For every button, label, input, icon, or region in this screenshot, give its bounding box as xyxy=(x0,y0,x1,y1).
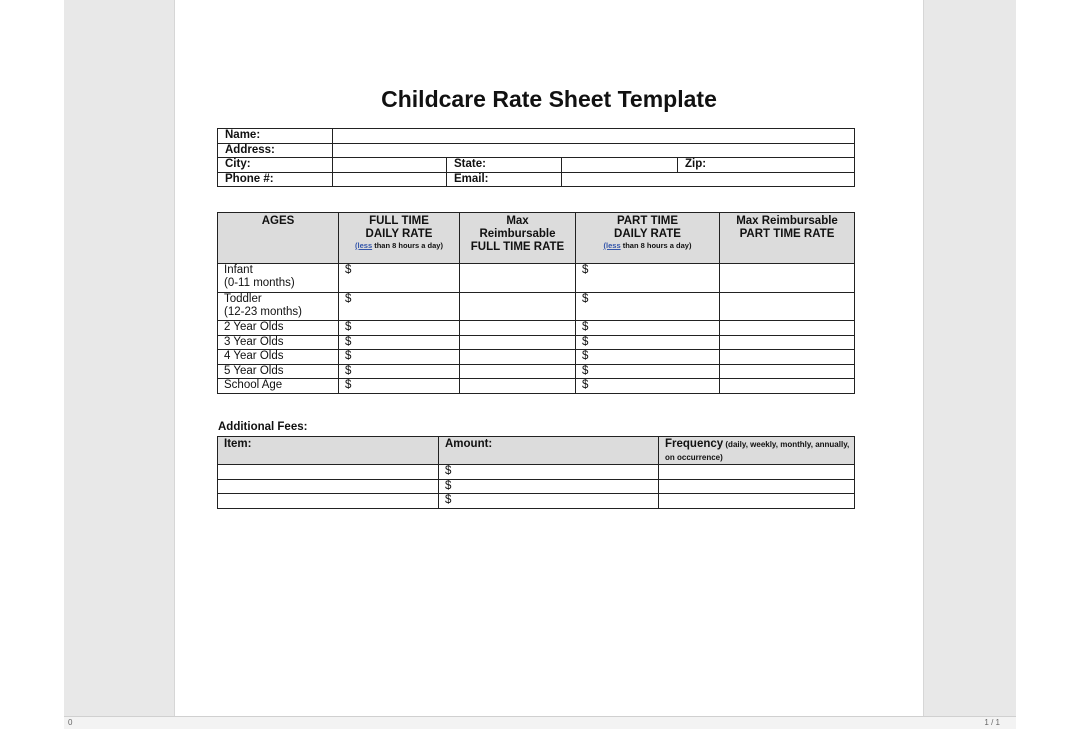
additional-fees-table xyxy=(217,436,855,509)
additional-fees-label: Additional Fees: xyxy=(218,421,308,433)
full-time-rate-cell[interactable]: $ xyxy=(339,321,460,336)
age-cell: Infant (0-11 months) xyxy=(218,264,339,293)
state-field[interactable] xyxy=(562,158,678,173)
age-cell: 3 Year Olds xyxy=(218,335,339,350)
rate-row-school-age xyxy=(218,379,855,394)
city-field[interactable] xyxy=(333,158,447,173)
phone-label: Phone #: xyxy=(218,172,333,187)
part-time-rate-cell[interactable]: $ xyxy=(576,379,720,394)
item-cell[interactable] xyxy=(218,479,439,494)
rate-row-3-year-olds xyxy=(218,335,855,350)
max-part-time-cell[interactable] xyxy=(720,364,855,379)
address-label: Address: xyxy=(218,143,333,158)
page-title: Childcare Rate Sheet Template xyxy=(381,86,717,112)
amount-cell[interactable]: $ xyxy=(439,494,659,509)
zip-label: Zip: xyxy=(678,158,855,173)
max-full-time-cell[interactable] xyxy=(460,335,576,350)
full-time-rate-cell[interactable]: $ xyxy=(339,292,460,321)
item-cell[interactable] xyxy=(218,465,439,480)
full-time-rate-header: FULL TIME DAILY RATE (less than 8 hours a day) xyxy=(339,213,460,264)
max-full-time-rate-header: Max Reimbursable FULL TIME RATE xyxy=(460,213,576,264)
max-part-time-cell[interactable] xyxy=(720,379,855,394)
address-field[interactable] xyxy=(333,143,855,158)
max-full-time-cell[interactable] xyxy=(460,264,576,293)
frequency-cell[interactable] xyxy=(659,465,855,480)
ages-header: AGES xyxy=(218,213,339,264)
phone-field[interactable] xyxy=(333,172,447,187)
max-part-time-cell[interactable] xyxy=(720,292,855,321)
contact-info-table xyxy=(217,128,855,187)
frequency-cell[interactable] xyxy=(659,479,855,494)
frequency-cell[interactable] xyxy=(659,494,855,509)
item-cell[interactable] xyxy=(218,494,439,509)
amount-cell[interactable]: $ xyxy=(439,479,659,494)
amount-cell[interactable]: $ xyxy=(439,465,659,480)
full-time-rate-cell[interactable]: $ xyxy=(339,264,460,293)
fee-row xyxy=(218,465,855,480)
max-full-time-cell[interactable] xyxy=(460,292,576,321)
full-time-rate-cell[interactable]: $ xyxy=(339,350,460,365)
rate-row-5-year-olds xyxy=(218,364,855,379)
item-header: Item: xyxy=(218,437,439,465)
rates-table xyxy=(217,212,855,394)
age-cell: Toddler (12-23 months) xyxy=(218,292,339,321)
part-time-rate-cell[interactable]: $ xyxy=(576,321,720,336)
max-full-time-cell[interactable] xyxy=(460,379,576,394)
part-time-rate-cell[interactable]: $ xyxy=(576,292,720,321)
max-part-time-rate-header: Max Reimbursable PART TIME RATE xyxy=(720,213,855,264)
age-cell: 2 Year Olds xyxy=(218,321,339,336)
name-label: Name: xyxy=(218,129,333,144)
fee-row xyxy=(218,494,855,509)
max-full-time-cell[interactable] xyxy=(460,364,576,379)
max-full-time-cell[interactable] xyxy=(460,350,576,365)
max-full-time-cell[interactable] xyxy=(460,321,576,336)
age-cell: 4 Year Olds xyxy=(218,350,339,365)
full-time-rate-cell[interactable]: $ xyxy=(339,335,460,350)
rate-row-infant xyxy=(218,264,855,293)
contact-row-city xyxy=(218,158,855,173)
status-left-text: 0 xyxy=(68,718,73,727)
contact-row-address xyxy=(218,143,855,158)
part-time-rate-header: PART TIME DAILY RATE (less than 8 hours a day) xyxy=(576,213,720,264)
rate-row-toddler xyxy=(218,292,855,321)
document-viewer xyxy=(64,0,1016,716)
frequency-header: Frequency (daily, weekly, monthly, annually, on occurrence) xyxy=(659,437,855,465)
status-bar xyxy=(64,716,1016,729)
rates-header-row xyxy=(218,213,855,264)
amount-header: Amount: xyxy=(439,437,659,465)
max-part-time-cell[interactable] xyxy=(720,264,855,293)
full-time-rate-cell[interactable]: $ xyxy=(339,364,460,379)
name-field[interactable] xyxy=(333,129,855,144)
age-cell: 5 Year Olds xyxy=(218,364,339,379)
max-part-time-cell[interactable] xyxy=(720,335,855,350)
city-label: City: xyxy=(218,158,333,173)
part-time-rate-cell[interactable]: $ xyxy=(576,264,720,293)
page-count-text: 1 / 1 xyxy=(984,718,1000,727)
email-label: Email: xyxy=(447,172,562,187)
rate-row-2-year-olds xyxy=(218,321,855,336)
part-time-rate-cell[interactable]: $ xyxy=(576,350,720,365)
part-time-rate-cell[interactable]: $ xyxy=(576,364,720,379)
fee-row xyxy=(218,479,855,494)
max-part-time-cell[interactable] xyxy=(720,350,855,365)
fees-header-row xyxy=(218,437,855,465)
part-time-rate-cell[interactable]: $ xyxy=(576,335,720,350)
max-part-time-cell[interactable] xyxy=(720,321,855,336)
full-time-rate-cell[interactable]: $ xyxy=(339,379,460,394)
contact-row-name xyxy=(218,129,855,144)
contact-row-phone xyxy=(218,172,855,187)
rate-row-4-year-olds xyxy=(218,350,855,365)
document-page xyxy=(174,0,924,716)
age-cell: School Age xyxy=(218,379,339,394)
email-field[interactable] xyxy=(562,172,855,187)
state-label: State: xyxy=(447,158,562,173)
